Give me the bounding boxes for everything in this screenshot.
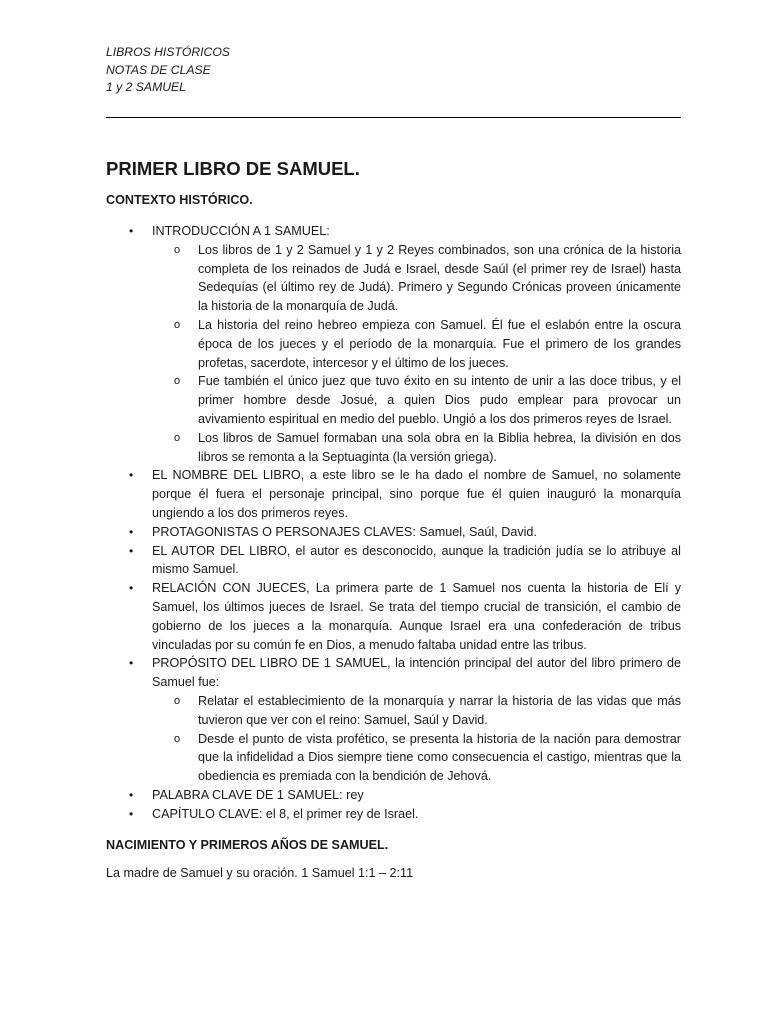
list-item-text: [152, 805, 681, 824]
document-body: [106, 222, 681, 824]
list-item-text: [152, 466, 681, 522]
list-item: [106, 654, 681, 786]
context-heading: CONTEXTO HISTÓRICO.: [106, 193, 253, 207]
list-item-text: [152, 654, 681, 692]
bullet-icon: •: [129, 468, 134, 483]
list-item-lead: RELACIÓN CON JUECES,: [152, 581, 310, 596]
list-item-body: el autor es desconocido, aunque la tradición judía se lo atribuye al mismo Samuel.: [152, 543, 681, 577]
circle-bullet-icon: o: [174, 694, 181, 707]
bullet-icon: •: [129, 656, 134, 671]
list-item-lead: PALABRA CLAVE DE 1 SAMUEL:: [152, 787, 343, 802]
list-item-body: La primera parte de 1 Samuel nos cuenta la historia de Elí y Samuel, los últimos jueces de Israel. Se trata del tiempo crucial de transición, el cambio de gobierno de los jueces a la monarquía. Aunque Israel era una confederación de tribus vinculadas por su común fe en Dios, a menudo faltaba unidad entre las tribus.: [152, 581, 681, 652]
sub-list-item: [152, 429, 681, 467]
bullet-icon: •: [129, 224, 134, 238]
list-item-lead: CAPÍTULO CLAVE:: [152, 806, 263, 821]
list-item-text: [152, 222, 681, 241]
sub-list-item: [152, 730, 681, 786]
sub-list-item: [152, 241, 681, 316]
sub-bullet-list: [152, 241, 681, 467]
sub-list-item-text: Desde el punto de vista profético, se presenta la historia de la nación para demostrar que la infidelidad a Dios siempre tiene como consecuencia el castigo, mientras que la obediencia es premiada con la bendición de Jehová.: [198, 731, 681, 784]
list-item: [106, 805, 681, 824]
main-bullet-list: [106, 222, 681, 824]
sub-list-item-text: Los libros de 1 y 2 Samuel y 1 y 2 Reyes combinados, son una crónica de la historia completa de los reinados de Judá e Israel, desde Saúl (el primer rey de Israel) hasta Sedequías (el último rey de Judá). Primero y Segundo Crónicas proveen únicamente la historia de la monarquía de Judá.: [198, 242, 681, 314]
list-item-body: rey: [342, 787, 364, 802]
list-item-lead: INTRODUCCIÓN A 1 SAMUEL:: [152, 224, 330, 238]
list-item-text: [152, 786, 681, 805]
list-item-text: [152, 542, 681, 580]
list-item-text: [152, 579, 681, 654]
section-heading: NACIMIENTO Y PRIMEROS AÑOS DE SAMUEL.: [106, 838, 389, 852]
list-item: [106, 579, 681, 654]
sub-list-item-text: Los libros de Samuel formaban una sola obra en la Biblia hebrea, la división en dos libros se remonta a la Septuaginta (la versión griega).: [198, 430, 681, 464]
list-item: [106, 542, 681, 580]
page-title: PRIMER LIBRO DE SAMUEL.: [106, 158, 360, 179]
sub-list-item-text: Fue también el único juez que tuvo éxito en su intento de unir a las doce tribus, y el primer hombre desde Josué, a quien Dios pudo emplear para provocar un avivamiento espiritual en medio del pueblo. Ungió a los dos primeros reyes de Israel.: [198, 374, 681, 426]
circle-bullet-icon: o: [174, 243, 181, 256]
bullet-icon: •: [129, 806, 134, 821]
list-item-lead: PROTAGONISTAS O PERSONAJES CLAVES:: [152, 524, 416, 539]
list-item-body: a este libro se le ha dado el nombre de Samuel, no solamente porque él fuera el personaje principal, sino porque fue él quien inauguró la monarquía ungiendo a los dos primeros reyes.: [152, 468, 681, 520]
list-item-body: Samuel, Saúl, David.: [415, 524, 537, 539]
sub-list-item-text: La historia del reino hebreo empieza con Samuel. Él fue el eslabón entre la oscura época de los jueces y el período de la monarquía. Fue el primero de los grandes profetas, sacerdote, intercesor y el último de los jueces.: [198, 317, 681, 370]
list-item-lead: EL AUTOR DEL LIBRO,: [152, 543, 291, 558]
header-line-2: NOTAS DE CLASE: [106, 62, 211, 77]
list-item-body: el 8, el primer rey de Israel.: [262, 806, 419, 821]
list-item: [106, 523, 681, 542]
header-divider: [106, 117, 681, 118]
sub-bullet-list: [152, 692, 681, 786]
bullet-icon: •: [129, 581, 134, 596]
list-item-text: [152, 523, 681, 542]
list-item-lead: EL NOMBRE DEL LIBRO,: [152, 468, 305, 483]
sub-list-item: [152, 372, 681, 428]
circle-bullet-icon: o: [174, 732, 181, 745]
sub-list-item-text: Relatar el establecimiento de la monarquía y narrar la historia de las vidas que más tuvieron que ver con el reino: Samuel, Saúl y David.: [198, 693, 681, 727]
list-item-body: la intención principal del autor del libro primero de Samuel fue:: [152, 656, 681, 690]
list-item: [106, 466, 681, 522]
list-item: [106, 786, 681, 805]
header-line-1: LIBROS HISTÓRICOS: [106, 45, 230, 59]
sub-list-item: [152, 316, 681, 372]
list-item: [106, 222, 681, 466]
bullet-icon: •: [129, 524, 134, 539]
sub-list-item: [152, 692, 681, 730]
page-header: [106, 44, 230, 97]
circle-bullet-icon: o: [174, 375, 181, 388]
circle-bullet-icon: o: [174, 318, 181, 331]
header-line-3: 1 y 2 SAMUEL: [106, 80, 186, 94]
list-item-lead: PROPÓSITO DEL LIBRO DE 1 SAMUEL,: [152, 656, 391, 671]
bullet-icon: •: [129, 543, 134, 558]
section-subheading: La madre de Samuel y su oración. 1 Samuel 1:1 – 2:11: [106, 866, 414, 880]
circle-bullet-icon: o: [174, 431, 181, 444]
bullet-icon: •: [129, 787, 134, 802]
